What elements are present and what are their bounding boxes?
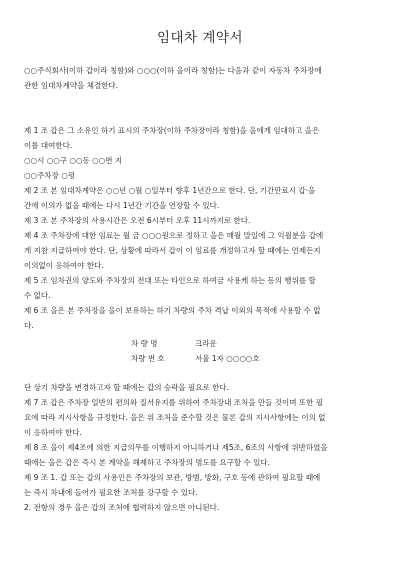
- article-7-line: 요에 따라 지시사항을 규정한다. 을은 위 조처을 준수할 것은 물론 갑의 지시사항에는 이의 없: [24, 413, 326, 422]
- vehicle-name-label: 차 량 명: [131, 339, 158, 348]
- article-7-line: 제 7 조 갑은 주차장 일반의 편의와 질서유지를 위하여 주차장내 조처을 만들 것이며 또한 필: [24, 398, 323, 407]
- article-5-line: 제 5 조 임차권의 양도와 주차장의 전대 또는 타인으로 하여금 사용케 하는 등의 행위를 할: [24, 276, 316, 285]
- vehicle-name-value: 크라운: [195, 339, 217, 348]
- article-3-line: 제 3 조 본 주차장의 사용시간은 오전 6시부터 오후 11시까지로 한다.: [24, 216, 251, 225]
- vehicle-number-label: 차량 번 호: [131, 354, 165, 363]
- article-2-line: 제 2 조 본 임대차계약은 ○○년 ○월 ○일부터 향후 1년간으로 한다. 단, 기간만료시 갑·을: [24, 186, 316, 195]
- article-9-line: 2. 전항의 경우 을은 갑의 조처에 협력하지 않으면 아니된다.: [24, 503, 220, 512]
- article-4-line: 제 4 조 주차장에 대한 임료는 월 금 ○○○원으로 정하고 을은 매월 말일에 그 익월분을 갑에: [24, 231, 324, 240]
- article-9-line: 는 즉시 차내에 들어가 필요한 조처를 강구할 수 있다.: [24, 488, 198, 497]
- article-6-line: 제 6 조 을은 본 주차장을 을이 보유하는 하기 차량의 주차 격납 이외의 목적에 사용할 수 없: [24, 306, 321, 315]
- closing-line: 단 상기 차량을 변경하고자 할 때에는 갑의 승락을 필요로 한다.: [24, 383, 229, 392]
- document-title: 임대차 계약서: [156, 30, 244, 46]
- article-8-line: 제 8 조 을이 제4조에 의한 지급의무를 이행하지 아니하거나 제5조, 6조의 사항에 위반하였을: [24, 443, 328, 452]
- address-line: ○○시 ○○구 ○○동 ○○번 지: [24, 156, 123, 165]
- article-8-line: 때에는 을은 갑은 즉시 본 계약을 해제하고 주차장의 명도를 요구할 수 있다.: [24, 458, 270, 467]
- article-4-line: 이의없이 응하여야 한다.: [24, 261, 104, 270]
- article-7-line: 이 응하여야 한다.: [24, 428, 82, 437]
- article-4-line: 게 지참 지급하여야 한다. 단, 상황에 따라서 갑이 이 임료를 개정하고자 할 때에는 언제든지: [24, 246, 321, 255]
- article-9-line: 제 9 조 1. 갑 또는 갑의 사용인은 주차장의 보관, 방범, 방화, 구호 등에 관하여 필요할 때에: [24, 473, 321, 482]
- article-6-line: 다.: [24, 321, 34, 330]
- article-2-line: 간에 이의가 없을 때에는 다시 1년간 기간을 연장할 수 있다.: [24, 201, 220, 210]
- article-1-line: 제 1 조 갑은 그 소유인 하기 표시의 주차장(이하 주차장이라 칭함)을 을에게 임대하고 을은: [24, 126, 320, 135]
- article-1-line: 이를 대여한다.: [24, 141, 73, 150]
- article-5-line: 수 없다.: [24, 291, 51, 300]
- preamble-line: ○○주식회사(이하 갑이라 칭함)와 ○○○(이하 을이라 칭함)는 다음과 같이 자동차 주차장에: [24, 66, 322, 75]
- parking-lot-line: ○○주차장 ○평: [24, 171, 75, 180]
- preamble-line: 관한 임대차계약을 체결한다.: [24, 81, 119, 90]
- vehicle-number-value: 서울 1자 ○○○○호: [195, 354, 260, 363]
